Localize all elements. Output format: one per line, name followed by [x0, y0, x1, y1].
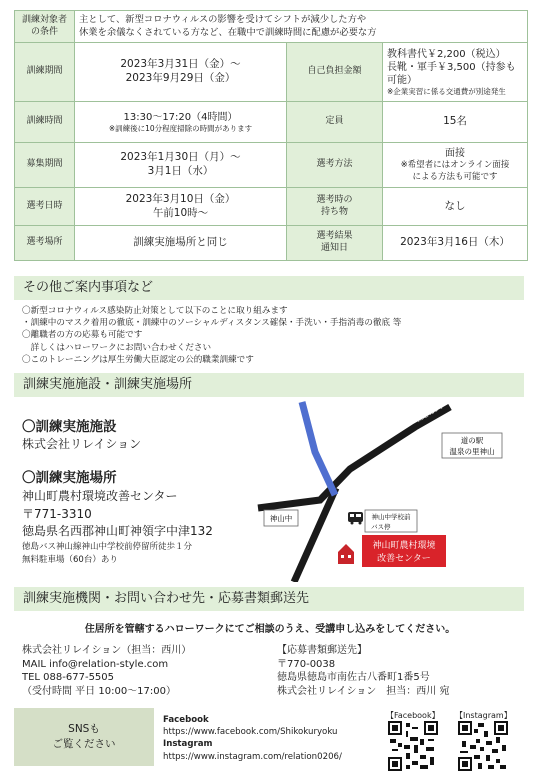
- bus-stop-label-2: バス停: [371, 523, 391, 531]
- contact-section-title: 訓練実施機関・お問い合わせ先・応募書類郵送先: [14, 587, 524, 611]
- hours-value: [75, 102, 287, 143]
- place-name: 神山町農村環境改善センター: [22, 489, 178, 503]
- sns-line-1: SNSも: [68, 723, 100, 735]
- facebook-qr-code[interactable]: [388, 721, 438, 771]
- recruit-start: 2023年1月30日（月）～: [120, 151, 241, 164]
- method-interview: 面接: [445, 148, 465, 160]
- other-notes: [22, 305, 522, 366]
- station-label-1: 道の駅: [460, 436, 484, 445]
- note-line: 〇このトレーニングは厚生労働大臣認定の公的職業訓練です: [22, 354, 254, 365]
- bring-label-1: 選考時の: [316, 194, 353, 205]
- note-line: 〇新型コロナウィルス感染防止対策として以下のことに取り組みます: [22, 306, 288, 316]
- result-value: 2023年3月16日（木）: [383, 226, 528, 261]
- exam-date-label: 選考日時: [15, 188, 75, 226]
- place-value: 訓練実施場所と同じ: [75, 226, 287, 261]
- contact-hours: （受付時間 平日 10:00～17:00）: [22, 685, 176, 697]
- contact-tel[interactable]: TEL 088-677-5505: [22, 672, 115, 683]
- access-parking: 無料駐車場（60台）あり: [22, 555, 118, 565]
- capacity-label: 定員: [287, 102, 383, 143]
- target-value: [75, 11, 528, 43]
- method-label: 選考方法: [287, 143, 383, 188]
- instagram-label: Instagram: [163, 739, 213, 750]
- hours-time: 13:30～17:20（4時間）: [123, 111, 238, 123]
- place-heading: 〇訓練実施場所: [22, 470, 117, 486]
- contact-left: [22, 644, 191, 698]
- bring-value: なし: [383, 188, 528, 226]
- recruit-end: 3月1日（水）: [147, 165, 214, 177]
- note-line: 〇離職者の方の応募も可能です: [22, 330, 143, 341]
- target-label: 訓練対象者の条件: [15, 11, 75, 43]
- facebook-url[interactable]: https://www.facebook.com/Shikokuryoku: [163, 727, 338, 738]
- facility-section-title: 訓練実施施設・訓練実施場所: [14, 373, 524, 397]
- road-label: 国道438号: [415, 402, 445, 424]
- target-line-2: 休業を余儀なくされている方など、在職中で訓練時間に配慮が必要な方: [79, 26, 377, 38]
- address: 徳島県名西郡神山町神領字中津132: [22, 524, 213, 538]
- qr-instagram-label: 【Instagram】: [455, 711, 512, 720]
- zip-code: 〒771-3310: [22, 507, 92, 521]
- school-label: 神山中: [269, 514, 293, 523]
- qr-facebook-label: 【Facebook】: [386, 711, 440, 720]
- instagram-url[interactable]: https://www.instagram.com/relation0206/: [163, 751, 342, 762]
- center-label-2: 改善センター: [377, 554, 431, 564]
- method-note-1: ※希望者にはオンライン面接: [400, 160, 510, 171]
- cost-boots: 長靴・軍手￥3,500（持参も可能）: [387, 61, 516, 86]
- place-label: 選考場所: [15, 226, 75, 261]
- method-value: [383, 143, 528, 188]
- cost-textbook: 教科書代￥2,200（税込）: [387, 48, 506, 60]
- apply-notice: 住居所を管轄するハローワークにてご相談のうえ、受講申し込みをしてください。: [84, 624, 456, 635]
- sns-box: [14, 708, 154, 766]
- center-label-1: 神山町農村環境: [372, 541, 436, 551]
- period-value: [75, 43, 287, 102]
- note-line: 詳しくはハローワークにお問い合わせください: [22, 342, 212, 353]
- note-line: ・訓練中のマスク着用の徹底・訓練中のソーシャルディスタンス確保・手洗い・手指消毒の徹底 等: [22, 318, 402, 329]
- exam-date-day: 2023年3月10日（金）: [125, 192, 236, 205]
- hours-label: 訓練時間: [15, 102, 75, 143]
- cost-label: 自己負担金額: [287, 43, 383, 102]
- result-label: [287, 226, 383, 261]
- capacity-value: 15名: [383, 102, 528, 143]
- mail-recipient: 株式会社リレイション 担当：西川 宛: [277, 685, 450, 697]
- cost-note: ※企業実習に係る交通費が別途発生: [387, 86, 506, 96]
- contact-org: 株式会社リレイション（担当：西川）: [22, 645, 192, 656]
- other-section-title: その他ご案内事項など: [14, 276, 524, 300]
- result-label-1: 選考結果: [316, 231, 353, 242]
- period-label: 訓練期間: [15, 43, 75, 102]
- org-name: 株式会社リレイション: [22, 437, 142, 451]
- station-label-2: 温泉の里神山: [449, 447, 495, 456]
- contact-right: [277, 644, 449, 698]
- instagram-qr-code[interactable]: [458, 721, 508, 771]
- sns-links: [163, 714, 342, 763]
- period-start: 2023年3月31日（金）～: [120, 58, 241, 71]
- exam-date-value: [75, 188, 287, 226]
- contact-mail[interactable]: MAIL info@relation-style.com: [22, 658, 169, 670]
- facebook-label: Facebook: [163, 715, 209, 725]
- period-end: 2023年9月29日（金）: [125, 72, 236, 84]
- sns-line-2: ご覧ください: [52, 738, 116, 750]
- org-heading: 〇訓練実施施設: [22, 419, 117, 435]
- building-icon: [338, 544, 354, 564]
- access-bus: 徳島バス神山線神山中学校前停留所徒歩１分: [22, 542, 193, 552]
- mail-zip: 〒770-0038: [277, 658, 336, 670]
- exam-date-time: 午前10時～: [152, 206, 209, 219]
- mail-address-heading: 【応募書類郵送先】: [277, 645, 367, 656]
- bring-label: [287, 188, 383, 226]
- method-note-2: による方法も可能です: [412, 171, 498, 182]
- recruit-label: 募集期間: [15, 143, 75, 188]
- mail-address: 徳島県徳島市南佐古八番町1番5号: [277, 672, 430, 683]
- target-line-1: 主として、新型コロナウィルスの影響を受けてシフトが減少した方や: [79, 14, 367, 26]
- bus-icon: [348, 512, 363, 525]
- result-label-2: 通知日: [320, 243, 348, 253]
- recruit-value: [75, 143, 287, 188]
- blue-road: [302, 402, 335, 495]
- bus-stop-label-1: 神山中学校前: [371, 513, 411, 521]
- bring-label-2: 持ち物: [320, 206, 348, 217]
- access-map: [250, 392, 530, 582]
- hours-note: ※訓練後に10分程度掃除の時間があります: [108, 123, 253, 133]
- cost-value: [383, 43, 528, 102]
- training-info-table: [14, 10, 528, 261]
